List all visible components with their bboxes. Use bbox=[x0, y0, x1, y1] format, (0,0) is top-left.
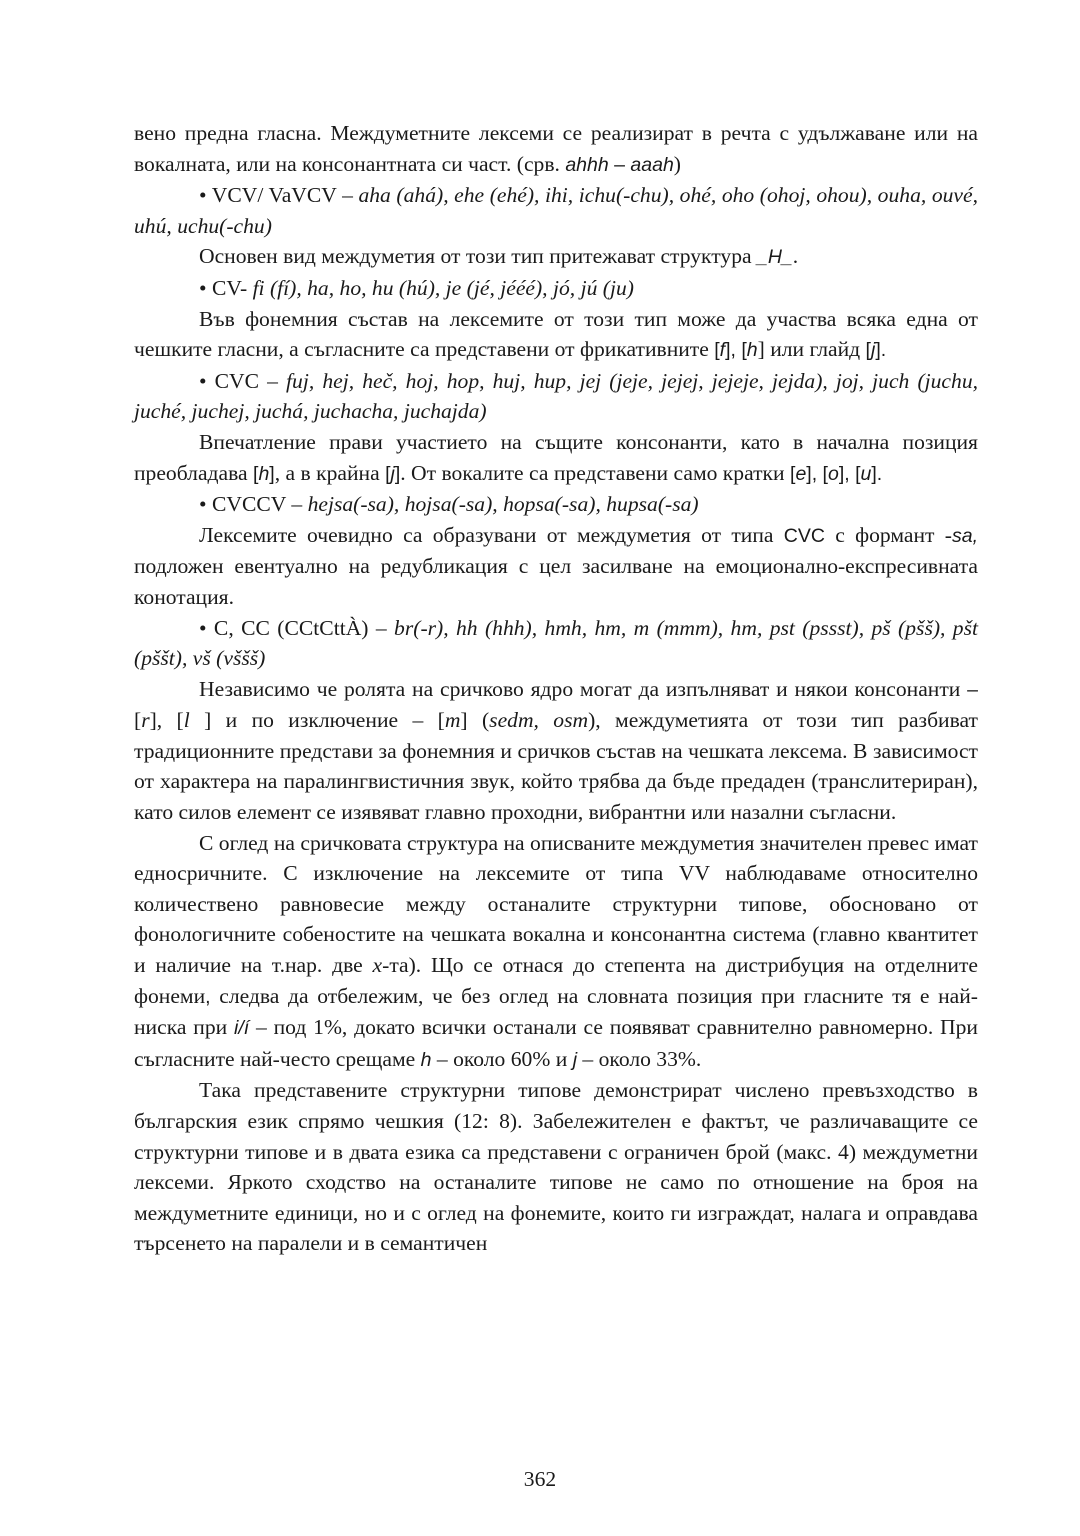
text: Във фонемния състав на лексемите от този тип може да участва всяка една от чешките гласни, а съгласните са представени от фрикативните bbox=[134, 306, 978, 362]
bracket: ]. bbox=[871, 462, 883, 485]
page-body bbox=[134, 118, 978, 1259]
text: ] и по изключение – [ bbox=[204, 708, 445, 733]
example: ahhh bbox=[565, 153, 609, 176]
paragraph-7 bbox=[134, 828, 978, 1076]
text: , а в крайна bbox=[274, 460, 386, 485]
paragraph-3 bbox=[134, 304, 978, 366]
comma: , bbox=[205, 985, 211, 1008]
text: – под 1%, докато всички останали се появяват сравнително равномерно. При съгласните най-често срещаме bbox=[134, 1015, 978, 1071]
bracket: [ bbox=[714, 339, 720, 362]
text: – bbox=[608, 153, 631, 176]
paragraph-4 bbox=[134, 427, 978, 489]
structure: _H_ bbox=[756, 246, 793, 269]
bullet-cvccv bbox=[134, 489, 978, 520]
text: ] ( bbox=[460, 708, 490, 733]
phoneme: u bbox=[860, 462, 872, 485]
phoneme: m bbox=[444, 708, 461, 733]
formant: sa, bbox=[951, 524, 978, 547]
phoneme: h bbox=[746, 339, 758, 362]
text: подложен евентуално на редубликация с цел засилване на емоционално-експресивната конотация. bbox=[134, 554, 978, 609]
phoneme: j bbox=[572, 1048, 578, 1071]
bullet-c-cc bbox=[134, 613, 978, 674]
text: [ bbox=[134, 708, 142, 733]
text: Впечатление прави участието на същите консонанти, като в начална позиция преобладава bbox=[134, 429, 978, 485]
bracket: [ bbox=[385, 462, 391, 485]
example: x bbox=[372, 953, 383, 978]
paragraph-6 bbox=[134, 674, 978, 828]
bullet-label: • CVCCV – bbox=[199, 492, 308, 517]
bracket: [ bbox=[790, 462, 796, 485]
phoneme: i/í bbox=[234, 1017, 250, 1040]
text: – около 33%. bbox=[577, 1046, 702, 1071]
phoneme: h bbox=[258, 462, 270, 485]
bracket: ], [ bbox=[725, 339, 747, 362]
bracket: ]. bbox=[875, 339, 887, 362]
structure: CVC bbox=[783, 524, 825, 547]
page-number: 362 bbox=[523, 1467, 557, 1491]
phoneme: l bbox=[183, 708, 205, 733]
bracket: [ bbox=[253, 462, 259, 485]
bullet-examples: aha (ahá), ehe (ehé), ihi, ichu(-chu), ohé, oho (ohoj, ohou), ouha, ouvé, uhú, uchu(-chu) bbox=[134, 183, 979, 238]
bullet-cvc bbox=[134, 366, 978, 427]
bullet-label: • CVC – bbox=[199, 368, 287, 393]
bracket: ] bbox=[269, 462, 275, 485]
bracket: ], [ bbox=[806, 462, 828, 485]
bracket: ], [ bbox=[838, 462, 861, 485]
text: С оглед на сричковата структура на описваните междуметия значителен превес имат едносричните. С изключение на лексемите от типа VV наблюдаваме относително количествено равновесие между останалите структурни типове, обосновано от фонологичните собеностите на чешката вокална и консонантна система (главно квантитет и наличие на т.нар. две bbox=[134, 830, 978, 978]
paragraph-1 bbox=[134, 118, 978, 180]
phoneme: j bbox=[870, 339, 876, 362]
bullet-cv bbox=[134, 273, 978, 304]
example: sedm, osm bbox=[489, 708, 589, 733]
paragraph-8 bbox=[134, 1075, 978, 1259]
text: ], [ bbox=[149, 708, 184, 733]
text: с формант - bbox=[824, 522, 952, 547]
dash: – bbox=[967, 678, 978, 701]
text: Лексемите очевидно са образувани от междуметия от типа bbox=[199, 522, 784, 547]
text: Независимо че ролята на сричково ядро могат да изпълняват и някои консонанти bbox=[199, 676, 968, 701]
bullet-examples: hejsa(-sa), hojsa(-sa), hopsa(-sa), hupsa(-sa) bbox=[307, 492, 699, 517]
text: ), междуметията от този тип разбиват традиционните представи за фонемния и сричков състав на чешката лексема. В зависимост от характера на паралингвистичния звук, който трябва да бъде предаден (транслитериран), като силов елемент се изявяват главно проходни, вибрантни или назални съгласни. bbox=[134, 708, 978, 825]
phoneme: e bbox=[795, 462, 807, 485]
bullet-vcv bbox=[134, 180, 978, 241]
bracket: [ bbox=[865, 339, 871, 362]
paragraph-5 bbox=[134, 520, 978, 613]
text: -та). Що се отнася до степента на дистрибуция на отделните фонеми bbox=[134, 953, 978, 1008]
text: ) bbox=[673, 151, 681, 176]
text: вено предна гласна. Междуметните лексеми се реализират в речта с удължаване или на вокалната, или на консонантната си част. (срв. bbox=[134, 121, 978, 176]
bullet-examples: fi (fí), ha, ho, hu (hú), je (jé, jééé), jó, jú (ju) bbox=[252, 275, 634, 300]
phoneme: j bbox=[390, 462, 395, 485]
bullet-label: • C, CC (CCtCttÀ) – bbox=[199, 615, 395, 640]
phoneme: f bbox=[719, 339, 726, 362]
text: – около 60% и bbox=[431, 1046, 573, 1071]
example: aaah bbox=[630, 153, 674, 176]
phoneme: h bbox=[420, 1048, 432, 1071]
bullet-examples: br(-r), hh (hhh), hmh, hm, m (mmm), hm, pst (pssst), pš (pšš), pšt (pššt), vš (vššš) bbox=[134, 615, 979, 671]
paragraph-2 bbox=[134, 241, 978, 273]
bracket: ] bbox=[394, 462, 401, 485]
text: . bbox=[792, 244, 799, 269]
text: ] или глайд bbox=[757, 337, 866, 362]
bullet-label: • VCV/ VaVCV – bbox=[199, 183, 359, 208]
bullet-examples: fuj, hej, heč, hoj, hop, huj, hup, jej (jeje, jejej, jejeje, jejda), joj, juch (juchu, juché, juchej, juchá, juchacha, juchajda) bbox=[134, 368, 979, 424]
phoneme: r bbox=[141, 708, 150, 733]
phoneme: o bbox=[827, 462, 839, 485]
bullet-label: • CV- bbox=[199, 275, 253, 300]
text: Основен вид междуметия от този тип притежават структура bbox=[199, 244, 757, 269]
text: . От вокалите са представени само кратки bbox=[400, 460, 791, 485]
text: Така представените структурни типове демонстрират числено превъзходство в българския език спрямо чешкия (12: 8). Забележителен е фактът, че различаващите се структурни типове и в двата езика са представени с ограничен брой (макс. 4) междуметни лексеми. Яркото сходство на останалите типове не само по отношение на броя на междуметните единици, но и с оглед на фонемите, които ги изграждат, налага и оправдава търсенето на паралели и в семантичен bbox=[134, 1078, 978, 1256]
text: следва да отбележим, че без оглед на словната позиция при гласните тя е най-ниска при bbox=[134, 983, 978, 1040]
